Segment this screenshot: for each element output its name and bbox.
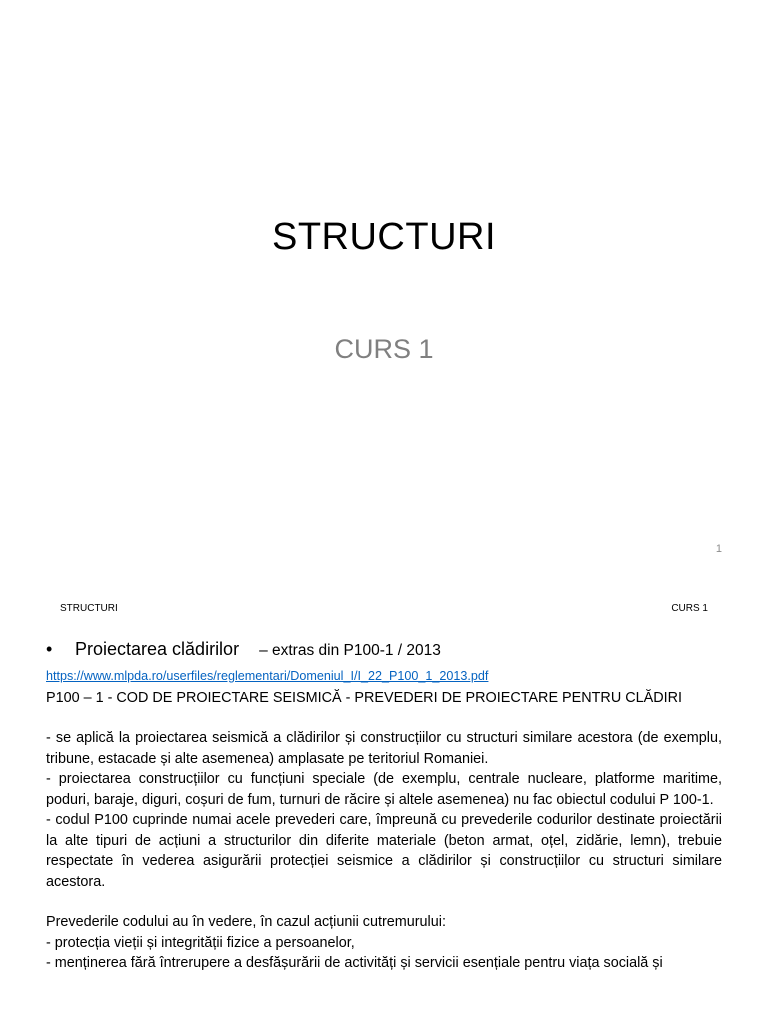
code-title: P100 – 1 - COD DE PROIECTARE SEISMICĂ - PREVEDERI DE PROIECTARE PENTRU CLĂDIRI xyxy=(46,690,682,706)
bullet-icon: • xyxy=(46,639,53,659)
slide-content xyxy=(46,636,722,974)
header-left: STRUCTURI xyxy=(60,603,118,614)
spacer xyxy=(46,892,722,912)
list-item: - menținerea fără întrerupere a desfășurării de activități și servicii esențiale pentru viața socială și xyxy=(46,955,663,971)
bullet-main-text: Proiectarea clădirilor xyxy=(75,639,240,659)
intro-text: Prevederile codului au în vedere, în cazul acțiunii cutremurului: xyxy=(46,914,446,930)
paragraph-exclusions: - proiectarea construcțiilor cu funcțiuni speciale (de exemplu, centrale nucleare, platforme maritime, poduri, baraje, diguri, coșuri de fum, turnuri de răcire și altele asemenea) nu fac obiectul codului P 100-1. xyxy=(46,771,722,808)
paragraph-scope: - se aplică la proiectarea seismică a clădirilor și construcțiilor cu structuri similare acestora (de exemplu, tribune, estacade și alte asemenea) amplasate pe teritoriul Romaniei. xyxy=(46,730,722,767)
header-right: CURS 1 xyxy=(671,603,708,614)
spacer xyxy=(46,708,722,728)
p100-link[interactable]: https://www.mlpda.ro/userfiles/reglementari/Domeniul_I/I_22_P100_1_2013.pdf xyxy=(46,669,489,683)
paragraph-content: - codul P100 cuprinde numai acele prevederi care, împreună cu prevederile codurilor destinate proiectării la alte tipuri de acțiuni a structurilor din diferite materiale (beton armat, oțel, zidărie, lemn), trebuie respectate în vederea asigurării protecției seismice a clădirilor și construcțiilor cu structuri similare acestora. xyxy=(46,812,722,890)
bullet-heading xyxy=(46,636,722,664)
list-item: - protecția vieții și integrității fizice a persoanelor, xyxy=(46,934,355,951)
slide-subtitle: CURS 1 xyxy=(334,334,434,364)
page-number: 1 xyxy=(715,543,722,555)
bullet-sub-text: – extras din P100-1 / 2013 xyxy=(259,642,441,659)
slide-title: STRUCTURI xyxy=(271,216,497,258)
